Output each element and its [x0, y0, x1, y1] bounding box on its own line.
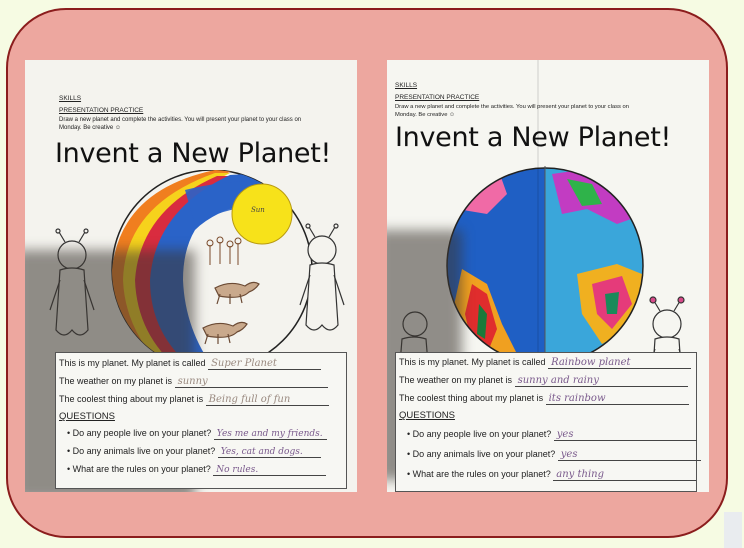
worksheet-title: Invent a New Planet! [395, 122, 672, 153]
question-planet-name-prompt: This is my planet. My planet is called [399, 357, 546, 367]
questions-heading: QUESTIONS [59, 411, 115, 422]
skills-label: SKILLS [59, 95, 82, 102]
instructions-line-1: Draw a new planet and complete the activities. You will present your planet to your class on [395, 104, 629, 110]
question-rules-prompt: What are the rules on your planet? [412, 469, 551, 479]
question-coolest [399, 393, 689, 405]
answer-planet-name: Rainbow planet [548, 357, 691, 369]
practice-label: PRESENTATION PRACTICE [59, 107, 144, 114]
worksheet-photo-right [387, 60, 709, 492]
answer-coolest: its rainbow [546, 393, 689, 405]
answer-people: Yes me and my friends. [214, 429, 327, 440]
answer-weather: sunny and rainy [515, 375, 688, 387]
question-people-prompt: Do any people live on your planet? [412, 429, 552, 439]
answer-rules: No rules. [213, 465, 326, 476]
answer-planet-name: Super Planet [208, 358, 321, 370]
answer-coolest: Being full of fun [206, 394, 329, 406]
answer-animals: yes [558, 449, 701, 461]
question-rules: • What are the rules on your planet? any thing [407, 469, 696, 481]
worksheet-sheet [25, 60, 357, 492]
question-coolest-prompt: The coolest thing about my planet is [399, 393, 544, 403]
answer-animals: Yes, cat and dogs. [218, 447, 321, 458]
question-weather [399, 375, 688, 387]
instructions-line-1: Draw a new planet and complete the activities. You will present your planet to your class on [59, 117, 302, 123]
question-rules: • What are the rules on your planet? No rules. [67, 464, 326, 476]
question-animals: • Do any animals live on your planet? Yes, cat and dogs. [67, 446, 321, 458]
sun-label: Sun [251, 206, 265, 214]
question-weather-prompt: The weather on my planet is [59, 376, 173, 386]
corner-element [724, 512, 742, 548]
question-animals: • Do any animals live on your planet? yes [407, 449, 701, 461]
question-planet-name [59, 358, 321, 370]
question-people: • Do any people live on your planet? Yes me and my friends. [67, 428, 327, 440]
question-rules-prompt: What are the rules on your planet? [72, 464, 211, 474]
question-coolest-prompt: The coolest thing about my planet is [59, 394, 204, 404]
worksheet-photo-left [25, 60, 357, 492]
answer-weather: sunny [175, 376, 328, 388]
question-weather-prompt: The weather on my planet is [399, 375, 513, 385]
question-weather [59, 376, 328, 388]
answer-people: yes [554, 429, 697, 441]
questions-heading: QUESTIONS [399, 410, 455, 421]
question-planet-name-prompt: This is my planet. My planet is called [59, 358, 206, 368]
question-coolest [59, 394, 329, 406]
question-planet-name [399, 357, 691, 369]
practice-label: PRESENTATION PRACTICE [395, 94, 480, 101]
worksheet-sheet [387, 60, 709, 492]
question-people-prompt: Do any people live on your planet? [72, 428, 212, 438]
worksheet-title: Invent a New Planet! [55, 138, 332, 169]
question-animals-prompt: Do any animals live on your planet? [412, 449, 556, 459]
instructions-line-2: Monday. Be creative ☺ [395, 112, 455, 118]
sun-drawing [232, 184, 292, 244]
answer-rules: any thing [553, 469, 696, 481]
instructions-line-2: Monday. Be creative ☺ [59, 125, 122, 131]
question-animals-prompt: Do any animals live on your planet? [72, 446, 216, 456]
question-people: • Do any people live on your planet? yes [407, 429, 697, 441]
skills-label: SKILLS [395, 82, 418, 89]
